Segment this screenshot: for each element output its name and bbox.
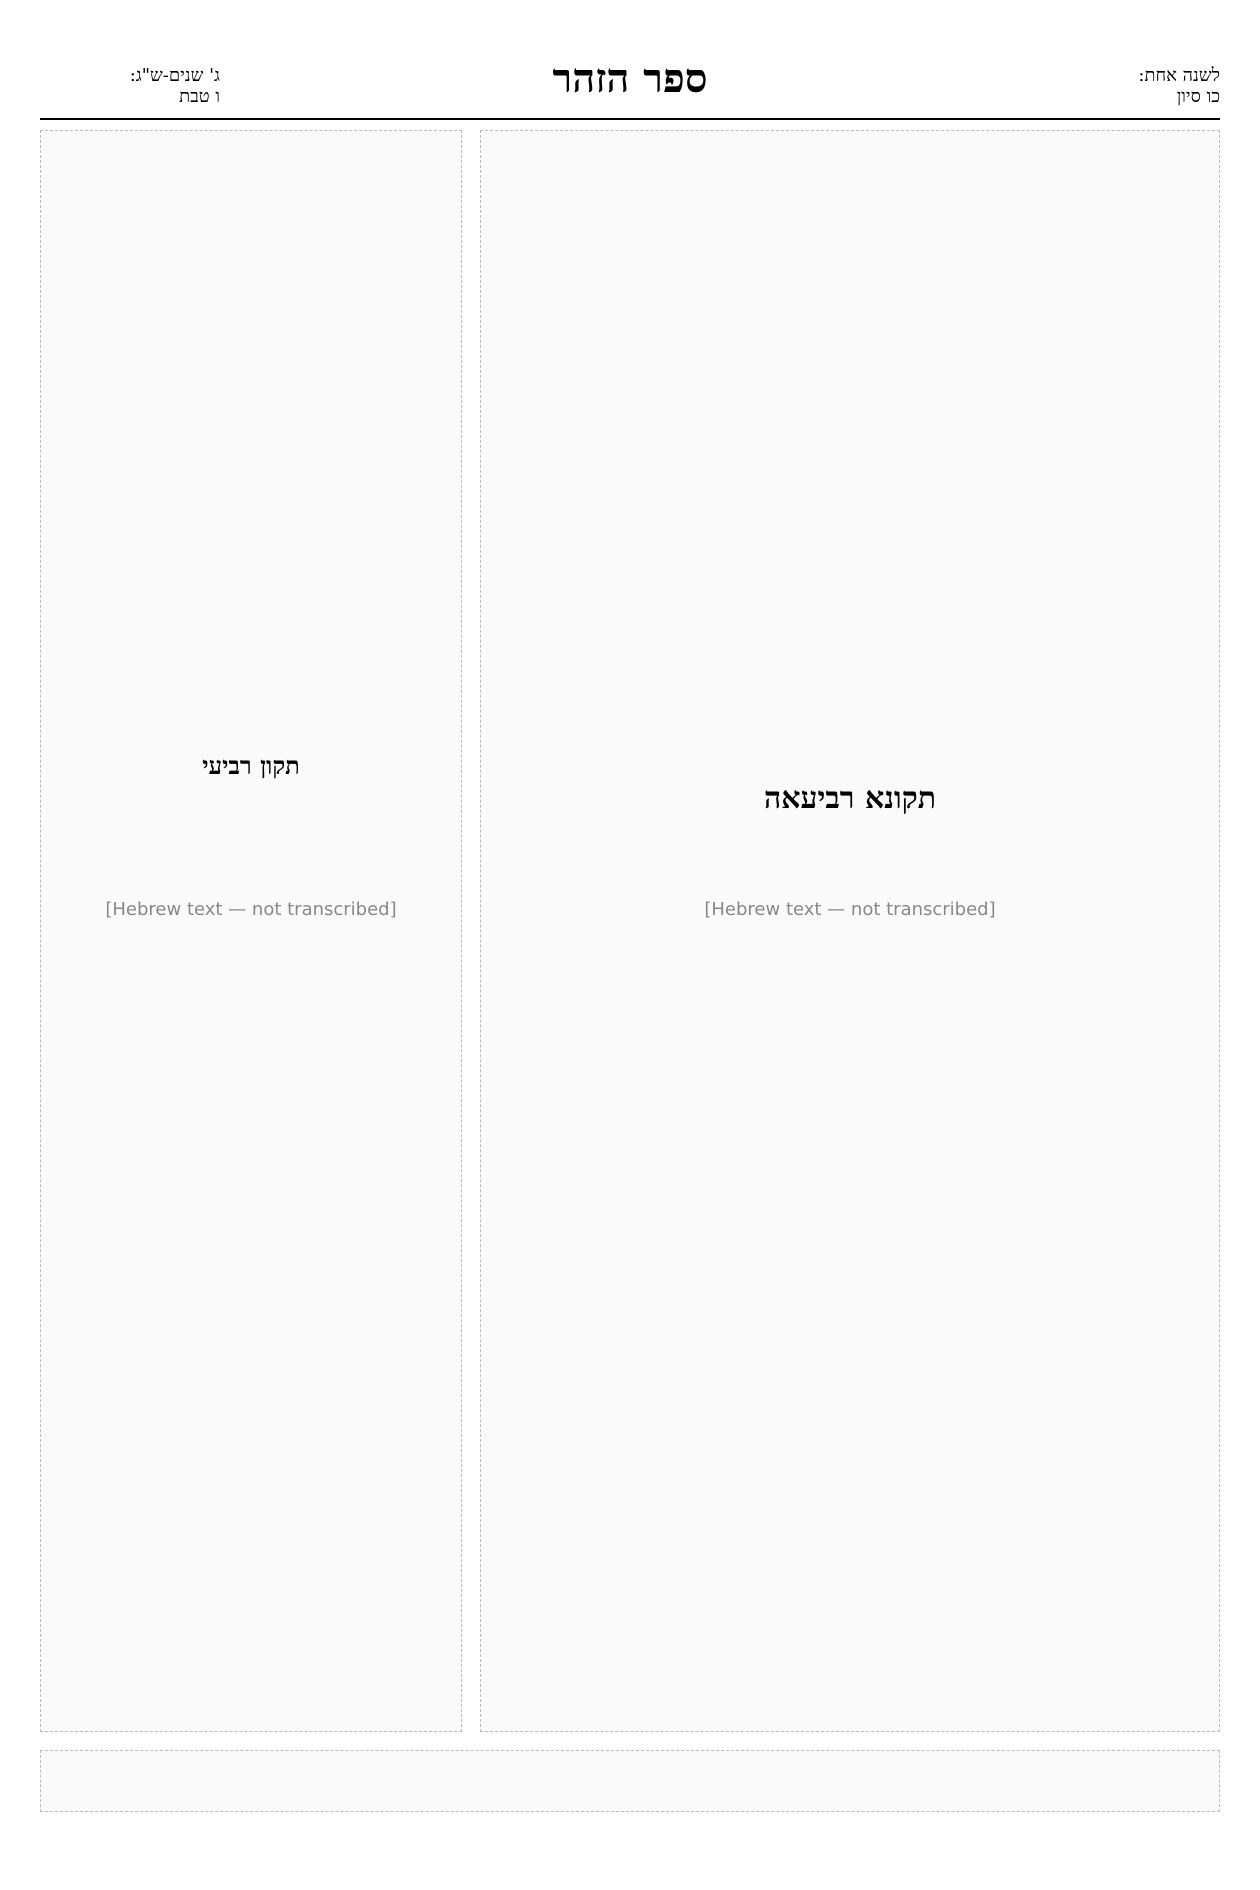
header-left-line-2: ו טבת [179,86,220,107]
page-title: ספר הזהר [552,55,708,102]
header-right [960,65,1220,107]
page-header [40,55,1220,115]
placeholder-note: [Hebrew text — not transcribed] [704,899,996,920]
header-right-line-1: לשנה אחת: [1138,65,1220,86]
header-rule [40,118,1220,120]
main-text-column [480,130,1220,1732]
section-heading: תקונא רביעאה [763,781,937,816]
commentary-column [40,130,462,1732]
header-left-line-1: ג' שנים-ש"ג: [129,65,220,86]
header-right-line-2: כו סיון [1176,86,1220,107]
bottom-line [40,1750,1220,1812]
placeholder-note: [Hebrew text — not transcribed] [105,899,397,920]
section-heading: תקון רביעי [202,751,300,780]
header-left [40,65,220,107]
